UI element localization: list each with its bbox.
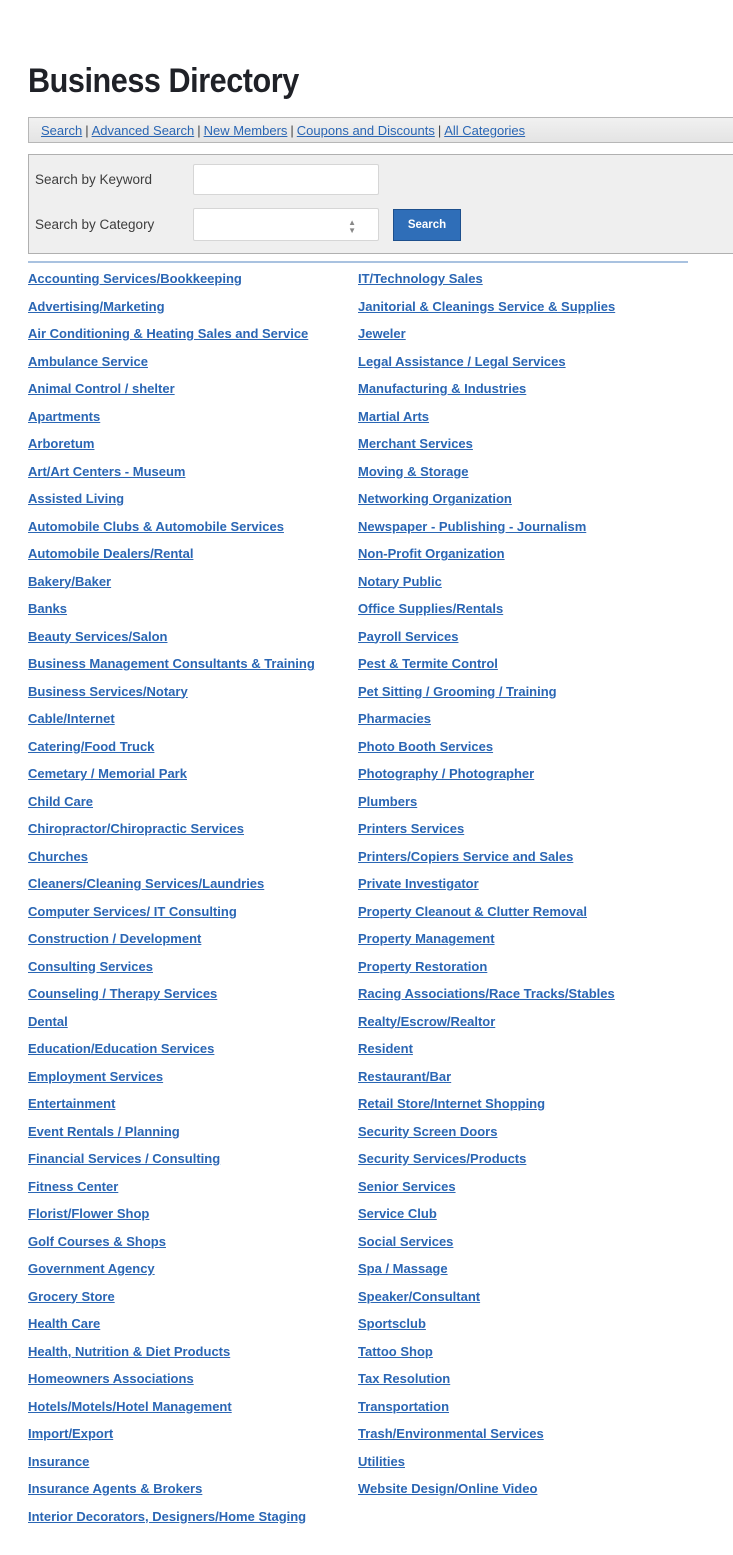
category-link[interactable]: Cemetary / Memorial Park [28,766,187,781]
category-link[interactable]: Catering/Food Truck [28,738,155,754]
list-item [358,1123,615,1151]
list-item [358,1040,615,1068]
category-link[interactable]: Payroll Services [358,628,459,644]
list-item [28,490,315,518]
category-link[interactable]: Air Conditioning & Heating Sales and Service [28,326,309,341]
category-link[interactable]: Cleaners/Cleaning Services/Laundries [28,876,265,891]
list-item [28,1288,315,1316]
nav-separator: | [85,122,89,138]
category-link[interactable]: Property Management [358,931,495,946]
category-link[interactable]: Florist/Flower Shop [28,1206,150,1221]
category-row [35,208,461,241]
search-panel [28,154,733,254]
list-item [28,298,315,326]
list-item [28,1508,315,1536]
list-item [28,353,315,381]
category-link[interactable]: Banks [28,601,68,616]
category-link[interactable]: Utilities [358,1453,405,1469]
list-item [358,710,615,738]
list-item [358,270,615,298]
list-item [358,1233,615,1261]
directory-nav-bar [28,117,733,143]
list-item [28,1095,315,1123]
list-item [358,958,615,986]
category-link[interactable]: Trash/Environmental Services [358,1426,544,1441]
list-item [28,958,315,986]
category-link[interactable]: Moving & Storage [358,463,469,479]
list-item [358,1343,615,1371]
category-link[interactable]: Business Services/Notary [28,683,188,699]
list-item [358,298,615,326]
category-link[interactable]: Health Care [28,1316,101,1331]
list-item [358,628,615,656]
category-link[interactable]: Health, Nutrition & Diet Products [28,1343,231,1359]
category-link[interactable]: Automobile Dealers/Rental [28,546,194,561]
list-item [28,518,315,546]
category-link[interactable]: Website Design/Online Video [358,1481,538,1496]
category-link[interactable]: Newspaper - Publishing - Journalism [358,518,587,534]
list-item [28,738,315,766]
category-link[interactable]: Pharmacies [358,711,431,726]
list-item [28,820,315,848]
category-link[interactable]: Interior Decorators, Designers/Home Staging [28,1508,307,1524]
category-link[interactable]: Transportation [358,1398,450,1414]
category-link[interactable]: Assisted Living [28,491,125,506]
list-item [28,1453,315,1481]
category-link[interactable]: Realty/Escrow/Realtor [358,1013,496,1029]
category-link[interactable]: Pet Sitting / Grooming / Training [358,683,557,699]
category-link[interactable]: Senior Services [358,1178,456,1194]
list-item [28,903,315,931]
select-arrows-icon: ▲ ▼ [348,218,356,235]
list-item [28,408,315,436]
list-item [358,848,615,876]
category-link[interactable]: Hotels/Motels/Hotel Management [28,1398,232,1414]
category-link[interactable]: Event Rentals / Planning [28,1123,180,1139]
list-item [28,985,315,1013]
category-link[interactable]: Security Services/Products [358,1151,527,1166]
list-item [358,1095,615,1123]
list-item [358,380,615,408]
nav-link-coupons[interactable]: Coupons and Discounts [296,122,435,138]
category-link[interactable]: Grocery Store [28,1288,115,1304]
list-item [28,1480,315,1508]
category-list-right [358,270,615,1508]
nav-link-search[interactable]: Search [41,122,83,138]
category-link[interactable]: Retail Store/Internet Shopping [358,1096,546,1111]
list-item [28,765,315,793]
nav-link-all-categories[interactable]: All Categories [444,122,526,138]
category-link[interactable]: Sportsclub [358,1316,426,1331]
list-item [28,573,315,601]
category-link[interactable]: Janitorial & Cleanings Service & Supplies [358,298,616,314]
list-item [358,325,615,353]
list-item [358,765,615,793]
category-link[interactable]: Photo Booth Services [358,738,494,754]
list-item [358,490,615,518]
list-item [358,463,615,491]
category-link[interactable]: Tax Resolution [358,1371,451,1386]
category-link[interactable]: Insurance Agents & Brokers [28,1481,203,1496]
category-list-left [28,270,315,1535]
list-item [28,655,315,683]
category-link[interactable]: Printers Services [358,821,465,836]
list-item [358,1480,615,1508]
category-link[interactable]: Chiropractor/Chiropractic Services [28,821,245,836]
list-item [358,600,615,628]
list-item [28,710,315,738]
category-link[interactable]: Legal Assistance / Legal Services [358,353,566,369]
keyword-row [35,164,379,195]
list-item [28,848,315,876]
list-item [28,1343,315,1371]
list-item [28,1233,315,1261]
list-item [358,545,615,573]
category-link[interactable]: Photography / Photographer [358,766,535,781]
category-link[interactable]: Construction / Development [28,931,202,946]
category-link[interactable]: Martial Arts [358,408,430,424]
list-item [358,820,615,848]
keyword-label: Search by Keyword [35,172,153,187]
list-item [28,435,315,463]
list-item [358,1315,615,1343]
search-button[interactable]: Search [393,209,461,241]
category-link[interactable]: Employment Services [28,1068,164,1084]
category-link[interactable]: Jeweler [358,326,406,341]
category-link[interactable]: Art/Art Centers - Museum [28,463,186,479]
category-link[interactable]: Bakery/Baker [28,573,112,589]
list-item [28,1370,315,1398]
list-item [358,1205,615,1233]
list-item [28,380,315,408]
category-link[interactable]: Golf Courses & Shops [28,1233,166,1249]
list-item [28,1425,315,1453]
list-item [358,683,615,711]
list-item [358,518,615,546]
category-link[interactable]: Private Investigator [358,876,479,891]
list-item [28,1178,315,1206]
nav-separator: | [290,122,294,138]
list-item [28,683,315,711]
nav-link-advanced-search[interactable]: Advanced Search [91,122,195,138]
list-item [358,903,615,931]
category-link[interactable]: Resident [358,1041,413,1056]
category-link[interactable]: Fitness Center [28,1178,119,1194]
category-link[interactable]: Cable/Internet [28,711,115,726]
list-item [358,985,615,1013]
category-link[interactable]: Government Agency [28,1261,155,1276]
category-link[interactable]: Insurance [28,1453,90,1469]
category-link[interactable]: Pest & Termite Control [358,656,498,671]
nav-separator: | [197,122,201,138]
category-link[interactable]: Consulting Services [28,958,153,974]
category-link[interactable]: Automobile Clubs & Automobile Services [28,518,284,534]
list-item [358,930,615,958]
category-link[interactable]: Security Screen Doors [358,1123,498,1139]
category-link[interactable]: Speaker/Consultant [358,1288,481,1304]
divider [28,261,688,263]
category-link[interactable]: Advertising/Marketing [28,298,165,314]
nav-link-new-members[interactable]: New Members [203,122,288,138]
list-item [28,793,315,821]
category-link[interactable]: Animal Control / shelter [28,381,175,396]
category-link[interactable]: IT/Technology Sales [358,271,483,286]
list-item [358,1260,615,1288]
list-item [358,738,615,766]
category-link[interactable]: Property Cleanout & Clutter Removal [358,903,587,919]
category-link[interactable]: Property Restoration [358,958,488,974]
list-item [358,1178,615,1206]
nav-separator: | [437,122,442,138]
list-item [28,1068,315,1096]
category-link[interactable]: Office Supplies/Rentals [358,601,504,616]
list-item [358,1150,615,1178]
category-link[interactable]: Churches [28,848,88,864]
category-link[interactable]: Service Club [358,1206,437,1221]
list-item [28,1150,315,1178]
list-item [358,1453,615,1481]
category-link[interactable]: Homeowners Associations [28,1371,194,1386]
category-link[interactable]: Business Management Consultants & Training [28,656,315,671]
category-link[interactable]: Entertainment [28,1096,116,1111]
list-item [28,1123,315,1151]
category-link[interactable]: Financial Services / Consulting [28,1151,221,1166]
list-item [358,408,615,436]
list-item [358,435,615,463]
category-link[interactable]: Social Services [358,1233,454,1249]
keyword-input[interactable] [193,164,379,195]
list-item [28,600,315,628]
category-link[interactable]: Counseling / Therapy Services [28,986,218,1001]
category-link[interactable]: Beauty Services/Salon [28,628,168,644]
list-item [358,793,615,821]
category-link[interactable]: Import/Export [28,1426,114,1441]
category-link[interactable]: Child Care [28,793,94,809]
category-link[interactable]: Non-Profit Organization [358,546,505,561]
list-item [358,1425,615,1453]
category-link[interactable]: Dental [28,1013,68,1029]
category-link[interactable]: Spa / Massage [358,1261,448,1276]
category-label: Search by Category [35,217,155,232]
list-item [28,1315,315,1343]
category-link[interactable]: Racing Associations/Race Tracks/Stables [358,986,615,1001]
category-link[interactable]: Notary Public [358,573,442,589]
list-item [28,270,315,298]
category-link[interactable]: Arboretum [28,436,95,451]
list-item [28,1013,315,1041]
list-item [358,1013,615,1041]
list-item [28,1398,315,1426]
category-link[interactable]: Apartments [28,408,101,424]
list-item [28,1205,315,1233]
category-link[interactable]: Printers/Copiers Service and Sales [358,848,574,864]
category-link[interactable]: Ambulance Service [28,353,148,369]
category-link[interactable]: Restaurant/Bar [358,1068,452,1084]
category-select[interactable] [193,208,379,241]
list-item [358,353,615,381]
category-link[interactable]: Accounting Services/Bookkeeping [28,271,242,286]
category-link[interactable]: Plumbers [358,793,418,809]
category-link[interactable]: Education/Education Services [28,1041,215,1056]
list-item [28,628,315,656]
category-link[interactable]: Tattoo Shop [358,1343,433,1359]
list-item [28,545,315,573]
list-item [28,930,315,958]
list-item [28,875,315,903]
list-item [28,1040,315,1068]
list-item [358,1068,615,1096]
page-title: Business Directory [28,62,299,100]
list-item [28,1260,315,1288]
category-link[interactable]: Merchant Services [358,436,473,451]
list-item [358,1398,615,1426]
category-link[interactable]: Computer Services/ IT Consulting [28,903,237,919]
list-item [358,573,615,601]
list-item [28,325,315,353]
list-item [358,655,615,683]
list-item [358,1288,615,1316]
list-item [358,875,615,903]
category-link[interactable]: Networking Organization [358,491,512,506]
category-link[interactable]: Manufacturing & Industries [358,381,527,396]
list-item [28,463,315,491]
list-item [358,1370,615,1398]
